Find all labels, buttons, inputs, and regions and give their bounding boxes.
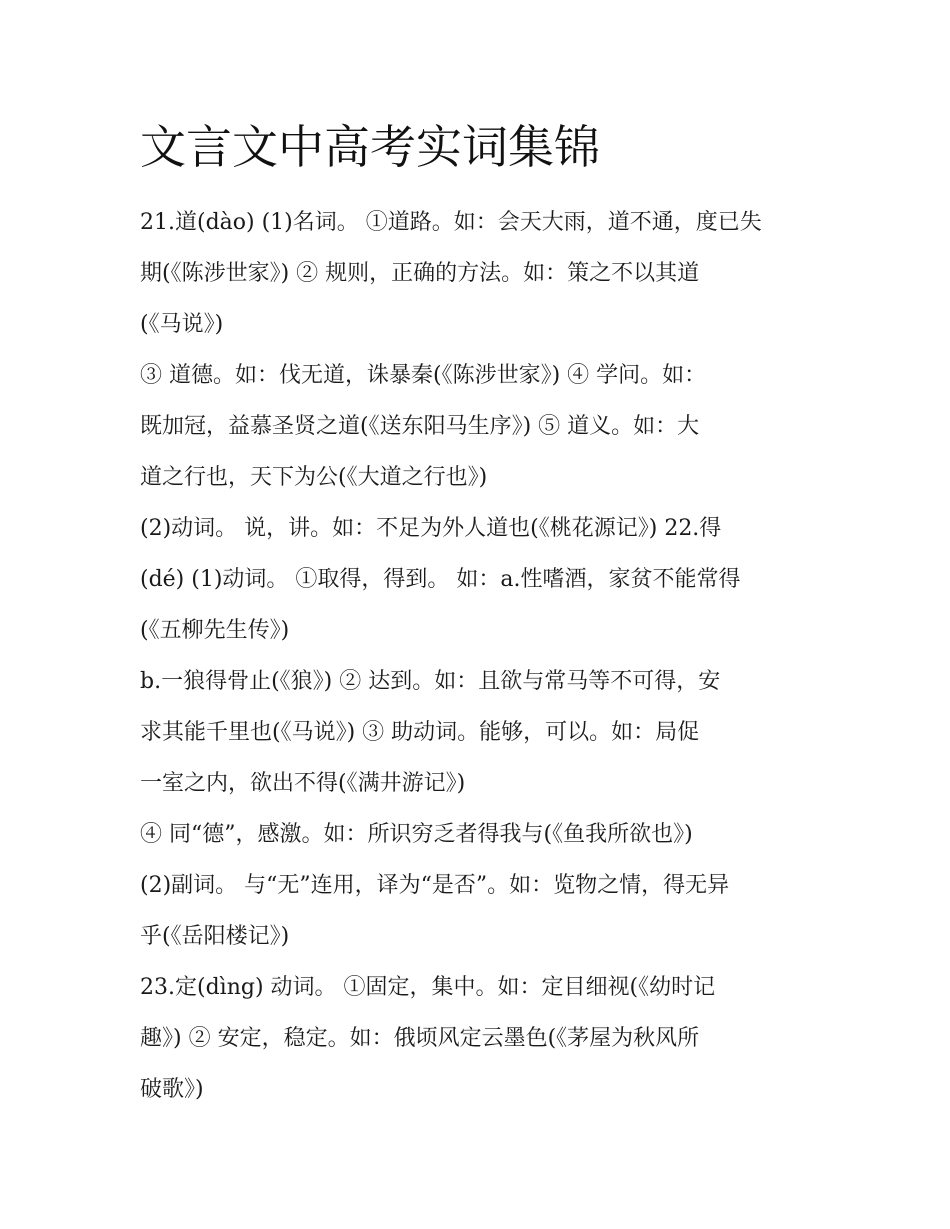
page-title: 文言文中高考实词集锦 <box>140 120 600 174</box>
text-line: (2)动词。 说，讲。如：不足为外人道也(《桃花源记》) 22.得 <box>140 516 722 541</box>
text-line: 乎(《岳阳楼记》) <box>140 924 290 949</box>
text-line: 一室之内，欲出不得(《满井游记》) <box>140 771 466 796</box>
text-line: 破歌》) <box>140 1077 204 1102</box>
document-body <box>140 197 840 1115</box>
text-line: 期(《陈涉世家》) ② 规则，正确的方法。如：策之不以其道 <box>140 261 700 286</box>
text-line: b.一狼得骨止(《狼》) ② 达到。如：且欲与常马等不可得，安 <box>140 669 721 694</box>
text-line: (《五柳先生传》) <box>140 618 290 643</box>
text-line: (2)副词。 与“无”连用，译为“是否”。如：览物之情，得无异 <box>140 873 730 898</box>
text-line: 23.定(dìng) 动词。 ①固定，集中。如：定目细视(《幼时记 <box>140 975 716 1000</box>
text-line: (《马说》) <box>140 312 224 337</box>
text-line: 既加冠，益慕圣贤之道(《送东阳马生序》) ⑤ 道义。如：大 <box>140 414 700 439</box>
text-line: (dé) (1)动词。 ①取得，得到。 如：a.性嗜酒，家贫不能常得 <box>140 567 741 592</box>
text-line: ③ 道德。如：伐无道，诛暴秦(《陈涉世家》) ④ 学问。如： <box>140 363 707 388</box>
text-line: ④ 同“德”，感激。如：所识穷乏者得我与(《鱼我所欲也》) <box>140 822 693 847</box>
text-line: 21.道(dào) (1)名词。 ①道路。如：会天大雨，道不通，度已失 <box>140 210 762 235</box>
text-line: 求其能千里也(《马说》) ③ 助动词。能够，可以。如：局促 <box>140 720 700 745</box>
text-line: 趣》) ② 安定，稳定。如：俄顷风定云墨色(《茅屋为秋风所 <box>140 1026 700 1051</box>
text-line: 道之行也，天下为公(《大道之行也》) <box>140 465 488 490</box>
